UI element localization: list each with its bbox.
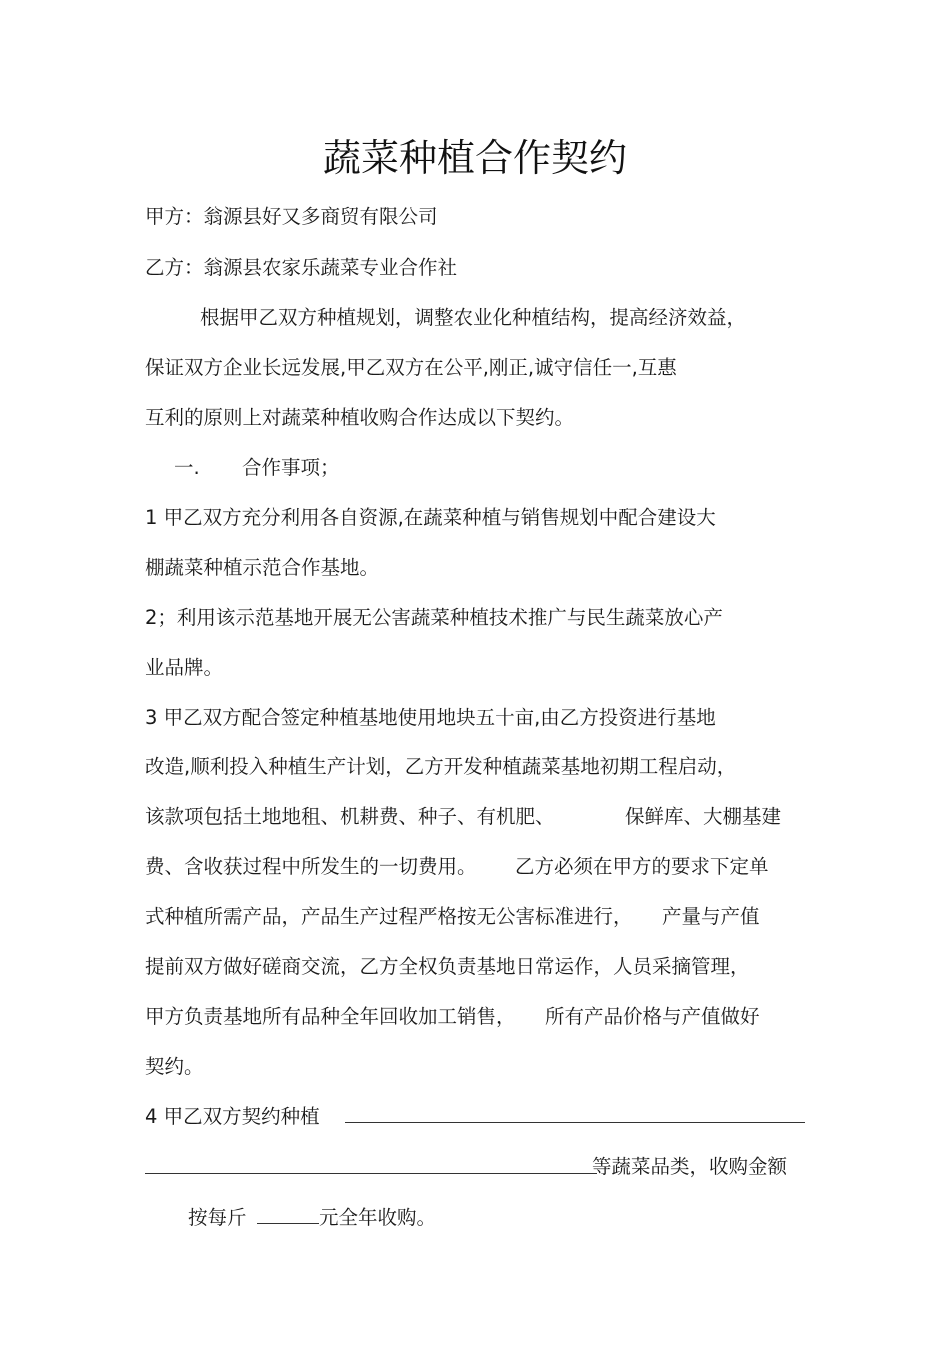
item1-line-1: 1 甲乙双方充分利用各自资源,在蔬菜种植与销售规划中配合建设大 (145, 506, 716, 529)
item4-prefix: 4 甲乙双方契约种植 (145, 1105, 320, 1128)
item3-line-7-right: 所有产品价格与产值做好 (545, 1005, 760, 1028)
item1-line-2: 棚蔬菜种植示范合作基地。 (145, 556, 380, 579)
item3-line-5-left: 式种植所需产品，产品生产过程严格按无公害标准进行， (145, 905, 633, 928)
crop-type-blank-line-2[interactable] (145, 1173, 597, 1174)
item3-line-1: 3 甲乙双方配合签定种植基地使用地块五十亩,由乙方投资进行基地 (145, 706, 716, 729)
section-heading: 合作事项； (242, 456, 340, 479)
intro-line-3: 互利的原则上对蔬菜种植收购合作达成以下契约。 (145, 406, 575, 429)
item3-line-7-left: 甲方负责基地所有品种全年回收加工销售， (145, 1005, 516, 1028)
page-title: 蔬菜种植合作契约 (322, 136, 627, 180)
price-blank-line[interactable] (257, 1223, 319, 1224)
item3-line-5-right: 产量与产值 (662, 905, 760, 928)
item3-line-4-left: 费、含收获过程中所发生的一切费用。 (145, 855, 477, 878)
party-a: 甲方：翁源县好又多商贸有限公司 (145, 205, 438, 228)
section-number: 一. (174, 456, 200, 479)
price-prefix: 按每斤 (188, 1206, 247, 1229)
item3-line-3-left: 该款项包括土地地租、机耕费、种子、有机肥、 (145, 805, 555, 828)
item3-line-8: 契约。 (145, 1055, 204, 1078)
item4-mid: 等蔬菜品类，收购金额 (592, 1155, 788, 1178)
price-suffix: 元全年收购。 (319, 1206, 437, 1229)
item3-line-4-right: 乙方必须在甲方的要求下定单 (515, 855, 769, 878)
item3-line-3-right: 保鲜库、大棚基建 (625, 805, 782, 828)
party-b: 乙方：翁源县农家乐蔬菜专业合作社 (145, 256, 458, 279)
intro-line-1: 根据甲乙双方种植规划，调整农业化种植结构，提高经济效益， (200, 306, 747, 329)
crop-type-blank-line-1[interactable] (345, 1122, 805, 1123)
item3-line-2: 改造,顺利投入种植生产计划，乙方开发种植蔬菜基地初期工程启动， (145, 755, 737, 778)
intro-line-2: 保证双方企业长远发展,甲乙双方在公平,刚正,诚守信任一,互惠 (145, 356, 677, 379)
item2-line-1: 2；利用该示范基地开展无公害蔬菜种植技术推广与民生蔬菜放心产 (145, 606, 723, 629)
item2-line-2: 业品牌。 (145, 656, 224, 679)
item3-line-6: 提前双方做好磋商交流，乙方全权负责基地日常运作，人员采摘管理， (145, 955, 750, 978)
